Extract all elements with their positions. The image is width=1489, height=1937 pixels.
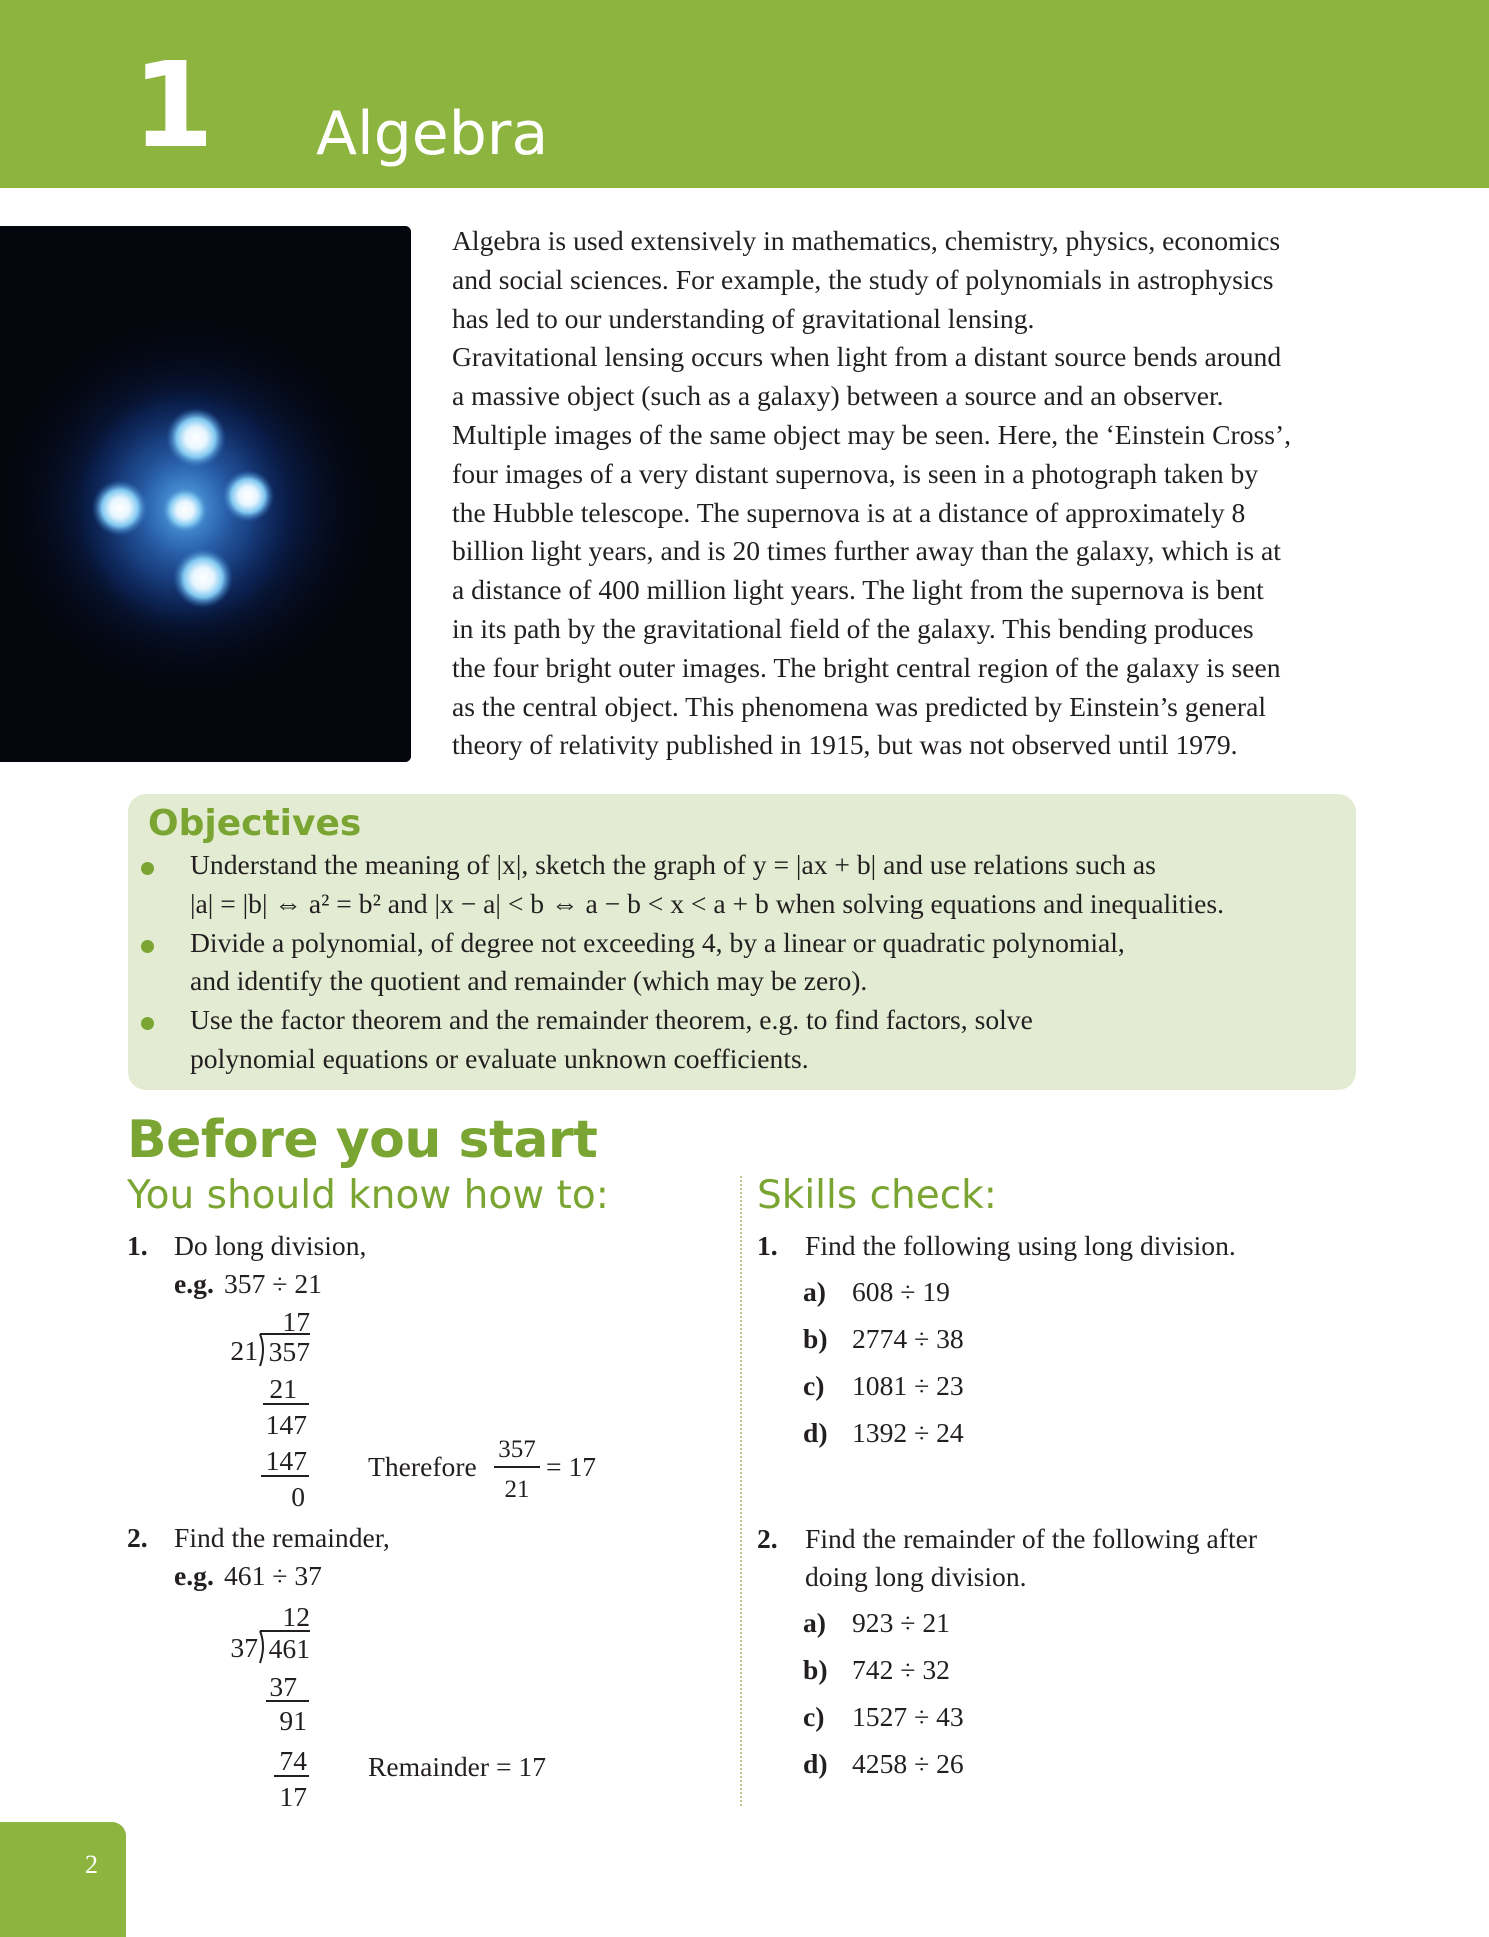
intro-line: the Hubble telescope. The supernova is at a distance of approximately 8 (452, 496, 1246, 528)
part-expression: 1527 ÷ 43 (852, 1701, 964, 1732)
intro-line: Multiple images of the same object may be seen. Here, the ‘Einstein Cross’, (452, 418, 1292, 450)
part-label: b) (803, 1323, 828, 1354)
division-rule (263, 1403, 309, 1405)
part-expression: 742 ÷ 32 (852, 1654, 950, 1685)
chapter-title: Algebra (316, 99, 549, 169)
objective-line: |a| = |b| ⇔ a² = b² and |x − a| < b ⇔ a − b < x < a + b when solving equations and inequalities. (190, 887, 1225, 919)
fraction-numerator: 357 (498, 1436, 536, 1463)
chapter-number: 1 (132, 36, 211, 174)
know-item-text: Find the remainder, (174, 1522, 390, 1553)
bullet-icon (141, 940, 154, 953)
division-dividend: 461 (268, 1633, 310, 1664)
division-step: 21 (269, 1373, 297, 1404)
division-divisor: 37 (230, 1632, 258, 1663)
page-number: 2 (85, 1850, 98, 1879)
division-rule (261, 1475, 309, 1477)
skills-item-number: 1. (757, 1230, 778, 1261)
intro-line: and social sciences. For example, the study of polynomials in astrophysics (452, 263, 1274, 295)
division-step: 147 (265, 1445, 307, 1476)
part-expression: 4258 ÷ 26 (852, 1748, 964, 1779)
part-expression: 608 ÷ 19 (852, 1276, 950, 1307)
bullet-icon (141, 862, 154, 875)
skills-check-heading: Skills check: (757, 1173, 997, 1218)
objective-item (128, 846, 1356, 924)
intro-line: the four bright outer images. The bright central region of the galaxy is seen (452, 651, 1281, 683)
conclusion-text: Remainder = 17 (368, 1751, 547, 1782)
before-you-start-title: Before you start (127, 1110, 598, 1170)
objective-item (128, 1001, 1356, 1079)
objective-item (128, 924, 1356, 1002)
division-step: 17 (279, 1781, 307, 1812)
column-divider (740, 1176, 742, 1806)
intro-line: billion light years, and is 20 times further away than the galaxy, which is at (452, 535, 1281, 567)
part-expression: 1081 ÷ 23 (852, 1370, 964, 1401)
example-expression: 357 ÷ 21 (224, 1268, 322, 1299)
division-step: 74 (279, 1745, 307, 1776)
page-number-tab (0, 1822, 126, 1937)
division-step: 147 (265, 1409, 307, 1440)
part-label: c) (803, 1370, 825, 1401)
einstein-cross-photo (0, 226, 411, 762)
know-item-text: Do long division, (174, 1230, 367, 1261)
objectives-box (128, 794, 1356, 1090)
division-step: 91 (279, 1705, 307, 1736)
objectives-list (128, 846, 1356, 1079)
division-divisor: 21 (230, 1335, 258, 1366)
intro-line: as the central object. This phenomena was predicted by Einstein’s general (452, 690, 1267, 722)
intro-paragraph (452, 222, 1452, 765)
intro-line: a massive object (such as a galaxy) between a source and an observer. (452, 380, 1224, 412)
objective-line: Understand the meaning of |x|, sketch the graph of y = |ax + b| and use relations such as (190, 849, 1156, 880)
chapter-banner (0, 0, 1489, 188)
objective-line: Use the factor theorem and the remainder theorem, e.g. to find factors, solve (190, 1004, 1033, 1036)
example-label: e.g. (174, 1560, 214, 1591)
part-expression: 923 ÷ 21 (852, 1607, 950, 1638)
objectives-heading: Objectives (148, 803, 362, 844)
intro-line: a distance of 400 million light years. The light from the supernova is bent (452, 574, 1264, 606)
skills-item-text: Find the remainder of the following after (805, 1523, 1258, 1554)
intro-line: Algebra is used extensively in mathematics, chemistry, physics, economics (452, 225, 1281, 256)
division-quotient: 12 (282, 1601, 310, 1632)
know-item-number: 2. (127, 1522, 148, 1553)
skills-item-number: 2. (757, 1523, 778, 1554)
part-label: a) (803, 1607, 826, 1638)
example-expression: 461 ÷ 37 (224, 1560, 322, 1591)
part-expression: 1392 ÷ 24 (852, 1417, 964, 1448)
fraction-result: = 17 (546, 1451, 597, 1482)
objective-line: polynomial equations or evaluate unknown coefficients. (190, 1042, 809, 1074)
skills-item-text: doing long division. (805, 1561, 1027, 1592)
part-label: d) (803, 1417, 828, 1448)
example-label: e.g. (174, 1268, 214, 1299)
fraction-bar (494, 1466, 540, 1468)
part-label: d) (803, 1748, 828, 1779)
fraction-denominator: 21 (504, 1476, 530, 1503)
objective-line: Divide a polynomial, of degree not exceeding 4, by a linear or quadratic polynomial, (190, 926, 1125, 958)
division-rule (266, 1700, 309, 1702)
intro-line: has led to our understanding of gravitational lensing. (452, 302, 1035, 334)
objective-line: and identify the quotient and remainder (which may be zero). (190, 965, 868, 997)
bullet-icon (141, 1017, 154, 1030)
division-step: 37 (269, 1671, 297, 1702)
skills-item-text: Find the following using long division. (805, 1230, 1236, 1261)
division-dividend: 357 (268, 1336, 310, 1367)
intro-line: four images of a very distant supernova, is seen in a photograph taken by (452, 457, 1259, 489)
part-label: b) (803, 1654, 828, 1685)
intro-line: Gravitational lensing occurs when light from a distant source bends around (452, 341, 1282, 373)
part-expression: 2774 ÷ 38 (852, 1323, 964, 1354)
part-label: a) (803, 1276, 826, 1307)
intro-line: theory of relativity published in 1915, but was not observed until 1979. (452, 729, 1238, 761)
division-step: 0 (291, 1481, 305, 1512)
conclusion-text: Therefore (368, 1451, 477, 1482)
division-rule (274, 1775, 309, 1777)
part-label: c) (803, 1701, 825, 1732)
division-quotient: 17 (282, 1306, 310, 1337)
intro-line: in its path by the gravitational field of the galaxy. This bending produces (452, 612, 1254, 644)
know-item-number: 1. (127, 1230, 148, 1261)
know-how-heading: You should know how to: (127, 1173, 609, 1218)
